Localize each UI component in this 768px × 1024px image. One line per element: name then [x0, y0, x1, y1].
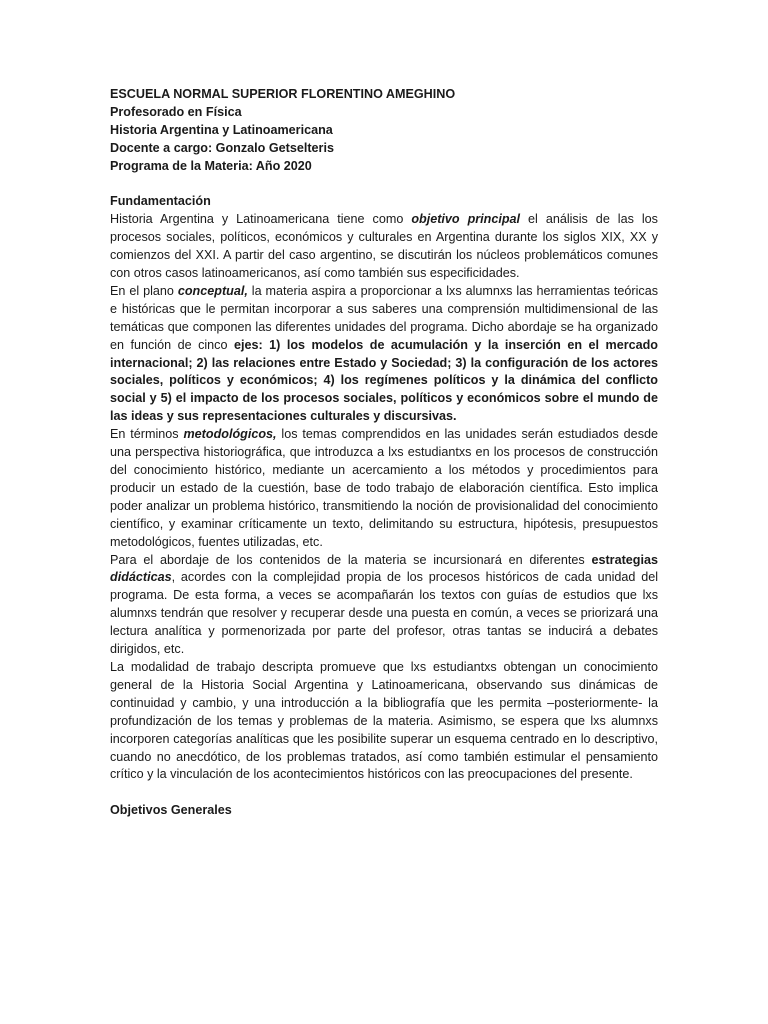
course-name: Historia Argentina y Latinoamericana [110, 122, 333, 137]
section-title-fundamentacion: Fundamentación [110, 194, 211, 209]
teacher-name: Docente a cargo: Gonzalo Getselteris [110, 140, 334, 155]
section-title-objetivos: Objetivos Generales [110, 803, 232, 818]
paragraph-objective: Historia Argentina y Latinoamericana tiene como objetivo principal el análisis de las los procesos sociales, políticos, económicos y culturales en Argentina durante los siglos XIX, XX y comienzos del XXI. A partir del caso argentino, se discutirán los núcleos problemáticos comunes con otros casos latinoamericanos, así como también sus especificidades. [110, 212, 658, 281]
paragraph-methodological: En términos metodológicos, los temas comprendidos en las unidades serán estudiados desde una perspectiva historiográfica, que introduzca a lxs estudiantxs en los procesos de construcción del conocimiento histórico, mediante un acercamiento a los métodos y procedimientos para producir un estado de la cuestión, base de todo trabajo de elaboración científica. Esto implica poder analizar un problema histórico, transmitiendo la noción de provisionalidad del conocimiento científico, y examinar críticamente un texto, delimitando su estructura, hipótesis, presupuestos metodológicos, fuentes utilizadas, etc. [110, 427, 658, 549]
school-name: ESCUELA NORMAL SUPERIOR FLORENTINO AMEGHINO [110, 87, 456, 101]
spacer [110, 176, 658, 194]
program-name: Profesorado en Física [110, 104, 242, 119]
syllabus-year: Programa de la Materia: Año 2020 [110, 158, 312, 173]
paragraph-modality: La modalidad de trabajo descripta promueve que lxs estudiantxs obtengan un conocimiento general de la Historia Social Argentina y Latinoamericana, observando sus dinámicas de continuidad y cambio, y una introducción a la bibliografía que les permita –posteriormente- la profundización de los temas y problemas de la materia. Asimismo, se espera que lxs alumnxs incorporen categorías analíticas que les posibilite superar un esquema centrado en lo descriptivo, cuando no anecdótico, de los problemas tratados, así como también estimular el pensamiento crítico y la vinculación de los acontecimientos históricos con las preocupaciones del presente. [110, 659, 658, 782]
paragraph-conceptual: En el plano conceptual, la materia aspira a proporcionar a lxs alumnxs las herramientas teóricas e históricas que le permitan incorporar a sus saberes una comprensión multidimensional de las temáticas que componen las diferentes unidades del programa. Dicho abordaje se ha organizado en función de cinco ejes: 1) los modelos de acumulación y la inserción en el mercado internacional; 2) las relaciones entre Estado y Sociedad; 3) la configuración de los actores sociales, políticos y económicos; 4) los regímenes políticos y la dinámica del conflicto social y 5) el impacto de los procesos sociales, políticos y económicos sobre el mundo de las ideas y sus representaciones culturales y discursivas. [110, 283, 658, 424]
document-page [110, 86, 658, 820]
paragraph-didactic: Para el abordaje de los contenidos de la materia se incursionará en diferentes estrategias didácticas, acordes con la complejidad propia de los procesos históricos de cada unidad del programa. De esta forma, a veces se acompañarán los textos con guías de estudios que lxs alumnxs tendrán que resolver y recuperar desde una puesta en común, a veces se priorizará una lectura analítica y pormenorizada por parte del profesor, otras tantas se inducirá a debates dirigidos, etc. [110, 552, 658, 657]
